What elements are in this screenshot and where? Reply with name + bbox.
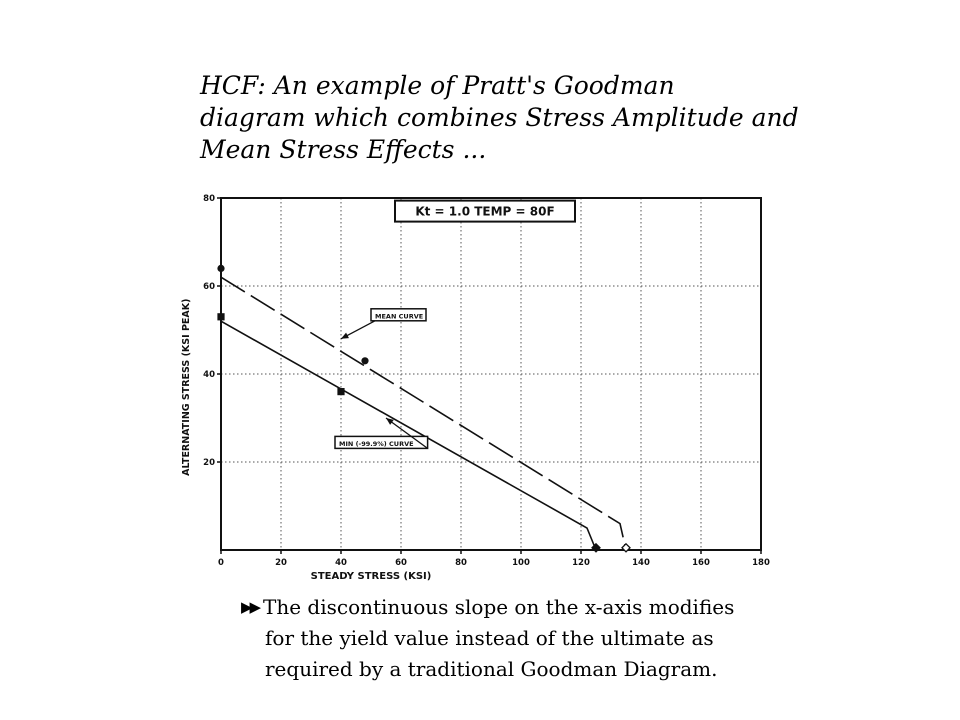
x-tick-label: 60 [395, 558, 407, 568]
conditions-label: Kt = 1.0 TEMP = 80F [415, 204, 555, 219]
x-tick-label: 0 [218, 558, 224, 568]
mean-curve-callout-label: MEAN CURVE [375, 312, 424, 321]
x-tick-label: 160 [692, 558, 710, 568]
goodman-diagram [172, 186, 772, 586]
x-tick-label: 100 [512, 558, 530, 568]
x-tick-label: 180 [752, 558, 770, 568]
y-tick-label: 40 [203, 370, 215, 380]
x-tick-label: 120 [572, 558, 590, 568]
y-tick-label: 60 [203, 282, 215, 292]
data-point-square [217, 313, 224, 320]
x-tick-label: 140 [632, 558, 650, 568]
y-axis-label: ALTERNATING STRESS (KSI PEAK) [181, 298, 192, 476]
chart-note-line: for the yield value instead of the ultimate as [265, 626, 714, 650]
data-point-circle [217, 265, 224, 272]
x-tick-label: 40 [335, 558, 347, 568]
double-arrow-bullet-icon: ▶▶ [241, 598, 259, 616]
data-point-square [337, 388, 344, 395]
data-point-circle [361, 357, 368, 364]
x-tick-label: 20 [275, 558, 287, 568]
chart-note [241, 592, 801, 685]
y-tick-label: 20 [203, 458, 215, 468]
slide-title-line: HCF: An example of Pratt's Goodman [200, 71, 675, 100]
slide-title [200, 70, 800, 166]
min-curve-callout-label: MIN (-99.9%) CURVE [339, 439, 414, 448]
y-tick-label: 80 [203, 194, 215, 204]
slide-title-line: diagram which combines Stress Amplitude and [200, 103, 799, 132]
slide-title-line: Mean Stress Effects ... [200, 135, 487, 164]
x-axis-label: STEADY STRESS (KSI) [310, 571, 432, 582]
chart-note-line: The discontinuous slope on the x-axis modifies [263, 595, 735, 619]
x-tick-label: 80 [455, 558, 467, 568]
chart-note-line: required by a traditional Goodman Diagram. [265, 657, 718, 681]
